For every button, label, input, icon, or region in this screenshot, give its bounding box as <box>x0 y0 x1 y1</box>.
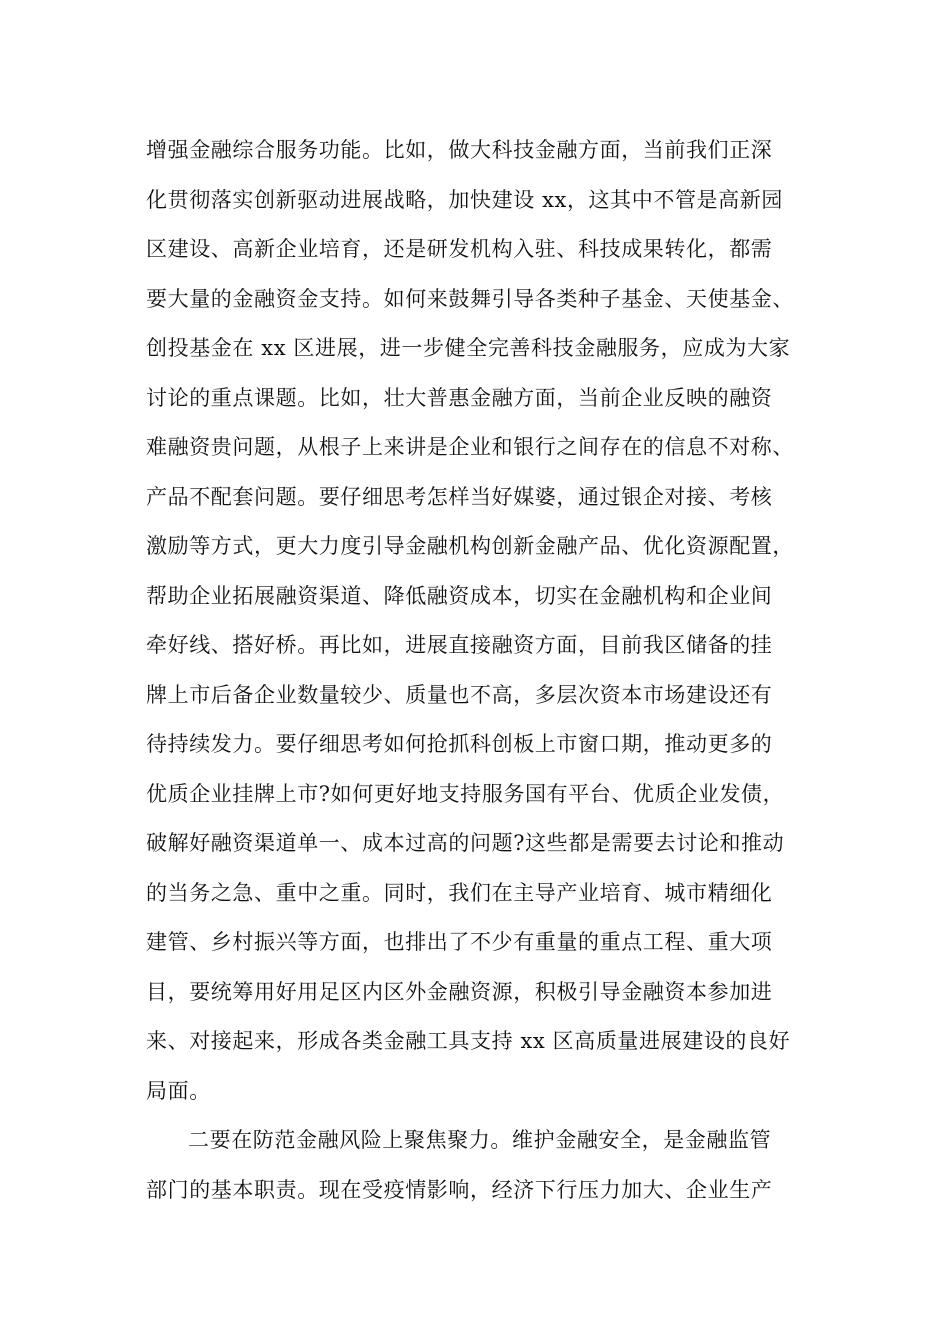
text-line: 帮助企业拓展融资渠道、降低融资成本，切实在金融机构和企业间 <box>146 583 773 608</box>
text-line: 激励等方式，更大力度引导金融机构创新金融产品、优化资源配置， <box>146 534 794 558</box>
text-line: 部门的基本职责。现在受疫情影响，经济下行压力加大、企业生产 <box>146 1177 773 1202</box>
text-line: 化贯彻落实创新驱动进展战略，加快建设 xx，这其中不管是高新园 <box>146 187 783 212</box>
text-line: 待持续发力。要仔细思考如何抢抓科创板上市窗口期，推动更多的 <box>146 732 773 756</box>
paragraph-start-line: 二要在防范金融风险上聚焦聚力。维护金融安全，是金融监管 <box>188 1128 772 1152</box>
text-line: 破解好融资渠道单一、成本过高的问题?这些都是需要去讨论和推动 <box>146 831 785 855</box>
text-line: 讨论的重点课题。比如，壮大普惠金融方面，当前企业反映的融资 <box>146 385 773 410</box>
text-line: 产品不配套问题。要仔细思考怎样当好媒婆，通过银企对接、考核 <box>146 484 773 509</box>
text-line: 来、对接起来，形成各类金融工具支持 xx 区高质量进展建设的良好 <box>146 1029 791 1053</box>
text-line: 要大量的金融资金支持。如何来鼓舞引导各类种子基金、天使基金、 <box>146 286 794 311</box>
text-line: 优质企业挂牌上市?如何更好地支持服务国有平台、优质企业发债， <box>146 781 785 806</box>
text-line: 难融资贵问题，从根子上来讲是企业和银行之间存在的信息不对称、 <box>146 435 794 459</box>
text-line: 牵好线、搭好桥。再比如，进展直接融资方面，目前我区储备的挂 <box>146 633 773 657</box>
text-line: 的当务之急、重中之重。同时，我们在主导产业培育、城市精细化 <box>146 880 773 905</box>
body-text <box>146 126 826 1215</box>
text-line: 增强金融综合服务功能。比如，做大科技金融方面，当前我们正深 <box>146 138 773 162</box>
text-line: 牌上市后备企业数量较少、质量也不高，多层次资本市场建设还有 <box>146 682 773 707</box>
text-line: 目，要统筹用好用足区内区外金融资源，积极引导金融资本参加进 <box>146 979 773 1004</box>
text-line: 局面。 <box>146 1078 211 1103</box>
text-line: 区建设、高新企业培育，还是研发机构入驻、科技成果转化，都需 <box>146 237 773 261</box>
text-line: 建管、乡村振兴等方面，也排出了不少有重量的重点工程、重大项 <box>146 930 773 954</box>
text-line: 创投基金在 xx 区进展，进一步健全完善科技金融服务，应成为大家 <box>146 336 791 360</box>
